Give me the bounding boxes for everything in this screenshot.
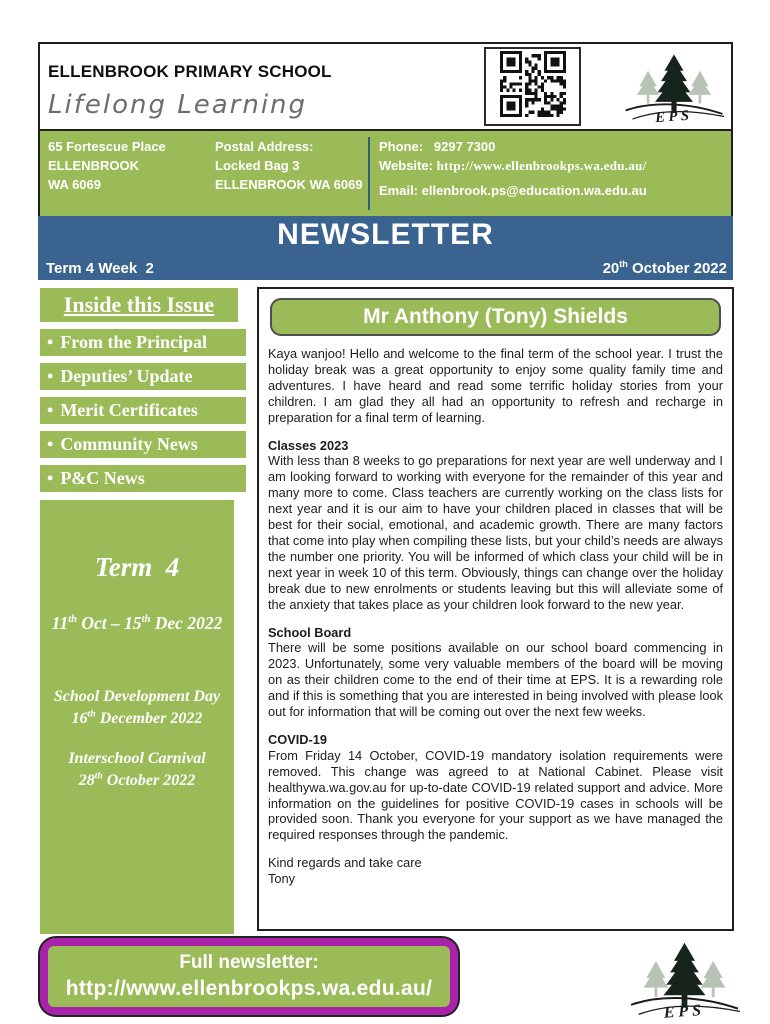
signoff-name: Tony: [268, 871, 296, 887]
term-date-part: th: [141, 614, 151, 626]
postal-line: Postal Address:: [215, 139, 314, 154]
website-link[interactable]: http://www.ellenbrookps.wa.edu.au/: [436, 158, 647, 173]
article-body: [268, 346, 723, 887]
eps-tree-logo-icon: [618, 50, 730, 126]
event-interschool-carnival: [40, 748, 234, 792]
issue-date-day: 20: [602, 260, 620, 277]
event-date-part: th: [87, 708, 96, 720]
event-date-part: th: [94, 770, 103, 782]
full-newsletter-label: Full newsletter:: [179, 951, 319, 973]
email-link[interactable]: ellenbrook.ps@education.wa.edu.au: [421, 183, 647, 198]
term-date-part: th: [68, 614, 77, 626]
bullet-icon: •: [47, 332, 54, 352]
event-date-part: December 2022: [95, 710, 203, 727]
event-name: Interschool Carnival: [68, 750, 206, 767]
phone-web-email: [379, 137, 731, 210]
postal-line: Locked Bag 3: [215, 158, 300, 173]
article-heading: Mr Anthony (Tony) Shields: [270, 298, 721, 336]
bullet-icon: •: [47, 366, 54, 386]
term-date-part: 11: [51, 613, 69, 633]
phone-line: [379, 137, 725, 156]
newsletter-title: NEWSLETTER: [277, 218, 494, 251]
event-name: School Development Day: [53, 688, 221, 705]
sidebar-item-from-the-principal[interactable]: [40, 329, 246, 356]
email-label: Email:: [379, 183, 419, 198]
issue-date: [603, 260, 727, 277]
event-school-development-day: [40, 686, 234, 730]
issue-date-suffix: th: [619, 259, 628, 269]
term-dates-box: [40, 500, 234, 934]
street-line: ELLENBROOK: [48, 158, 139, 173]
issue-date-rest: October 2022: [627, 260, 727, 277]
sidebar-item-deputies-update[interactable]: [40, 363, 246, 390]
sidebar-item-pandc-news[interactable]: [40, 465, 246, 492]
term-date-range: [40, 613, 234, 634]
street-line: WA 6069: [48, 177, 101, 192]
full-newsletter-callout[interactable]: [40, 938, 458, 1015]
sidebar-item-label: P&C News: [60, 468, 145, 488]
event-date: [40, 708, 234, 730]
sidebar-item-label: Community News: [60, 434, 198, 454]
section-text: From Friday 14 October, COVID-19 mandatory isolation requirements were removed. This change was agreed to at National Cabinet. Please visit healthywa.wa.gov.au for up-to-date COVID-19 related support and advice. More information on the guidelines for positive COVID-19 cases in schools will be provided soon. Thank you everyone for your support as we have managed the required responses through the pandemic.: [268, 747, 723, 843]
section-text: With less than 8 weeks to go preparations for next year are well underway and I am looking forward to working with everyone for the remainder of this year and many more to come. Class teachers are currently working on the class lists for next year and it is our aim to have your children placed in classes that will be best for their social, emotional, and academic growth. There are many factors that come into play when compiling these lists, but your child’s needs are always the number one priority. You will be informed of which class your child will be in next year in week 10 of this term. Obviously, things can change over the holiday break due to new enrolments or students leaving but this will alleviate some of the anxiety that takes place as your children look forward to the new year.: [268, 453, 724, 612]
sidebar-item-community-news[interactable]: [40, 431, 246, 458]
term-week: Term 4 Week 2: [46, 260, 154, 277]
qr-code-icon: [500, 51, 566, 122]
postal-line: ELLENBROOK WA 6069: [215, 177, 363, 192]
eps-tree-logo-icon: [622, 938, 747, 1022]
sidebar: [40, 288, 246, 492]
school-motto: Lifelong Learning: [48, 90, 308, 120]
sidebar-item-label: Deputies’ Update: [60, 366, 193, 386]
intro-paragraph: Kaya wanjoo! Hello and welcome to the final term of the school year. I trust the holiday break was a great opportunity to enjoy some quality family time and adventures. I have heard and read some terrific holiday stories from your children. I am glad they all had an opportunity to refresh and recharge in preparation for a final term of learning.: [268, 346, 723, 425]
section-classes-2023: [268, 438, 723, 613]
bullet-icon: •: [47, 400, 54, 420]
principal-article: [257, 287, 734, 931]
sidebar-item-label: Merit Certificates: [60, 400, 198, 420]
event-date-part: October 2022: [102, 772, 196, 789]
bullet-icon: •: [47, 468, 54, 488]
qr-code[interactable]: [484, 47, 581, 126]
section-heading: COVID-19: [268, 731, 328, 747]
section-heading: Classes 2023: [268, 437, 349, 453]
event-date-part: 28: [78, 772, 95, 789]
sidebar-item-merit-certificates[interactable]: [40, 397, 246, 424]
header: [38, 42, 733, 131]
website-line: [379, 156, 725, 175]
email-line: [379, 181, 725, 200]
sidebar-item-label: From the Principal: [60, 332, 207, 352]
website-label: Website:: [379, 158, 433, 173]
contact-bar: [38, 131, 733, 216]
phone-label: Phone:: [379, 139, 424, 154]
event-date-part: 16: [71, 710, 88, 727]
contact-divider: [368, 137, 370, 210]
term-title: Term 4: [94, 552, 180, 582]
signoff-line: Kind regards and take care: [268, 855, 422, 871]
bullet-icon: •: [47, 434, 54, 454]
newsletter-banner: [38, 216, 733, 280]
term-date-part: Dec 2022: [150, 613, 223, 633]
event-date: [40, 770, 234, 792]
svg-text:EPS: EPS: [663, 1000, 706, 1022]
signoff: [268, 855, 723, 887]
street-line: 65 Fortescue Place: [48, 139, 166, 154]
sidebar-heading: Inside this Issue: [40, 288, 238, 322]
postal-address: [215, 137, 368, 210]
full-newsletter-inner: [48, 946, 450, 1007]
section-text: There will be some positions available on our school board commencing in 2023. Unfortunately, some very valuable members of the board will be moving on as their children come to the end of their time at EPS. It is a rewarding role and if this is something that you are interested in being involved with please look out for information that will be coming out over the next few weeks.: [268, 640, 723, 720]
phone-value: 9297 7300: [433, 139, 496, 154]
section-school-board: [268, 625, 723, 720]
section-heading: School Board: [268, 624, 352, 640]
svg-text:EPS: EPS: [654, 107, 693, 126]
term-date-part: Oct – 15: [76, 613, 142, 633]
school-name: ELLENBROOK PRIMARY SCHOOL: [48, 62, 332, 81]
street-address: [48, 137, 215, 210]
full-newsletter-link[interactable]: http://www.ellenbrookps.wa.edu.au/: [65, 976, 433, 1000]
section-covid-19: [268, 732, 723, 843]
